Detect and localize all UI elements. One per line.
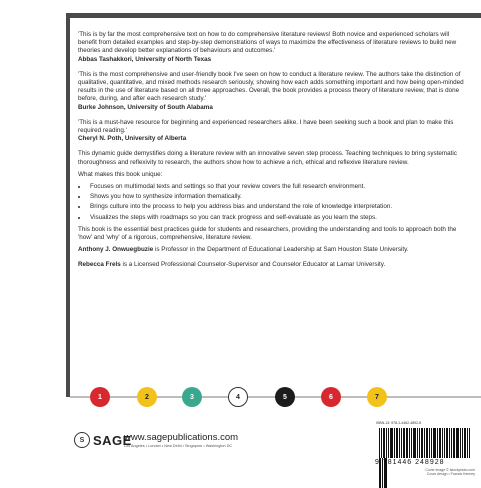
cover-credits bbox=[395, 468, 475, 476]
description-closing: This book is the essential best practices guide for students and researchers, providing the understanding and tools to approach both the 'how' and 'why' of a rigorous, comprehensive, literature review. bbox=[78, 225, 457, 242]
endorsement-1 bbox=[78, 31, 468, 64]
author-bios bbox=[78, 246, 468, 269]
endorsement-source: Abbas Tashakkori, University of North Texas bbox=[78, 55, 212, 63]
endorsement-3 bbox=[78, 119, 468, 144]
book-description bbox=[78, 150, 468, 242]
top-border-line bbox=[66, 13, 481, 18]
endorsement-source: Burke Johnson, University of South Alabama bbox=[78, 103, 213, 111]
sage-logo-icon: S bbox=[74, 432, 90, 448]
unique-heading: What makes this book unique: bbox=[78, 170, 163, 178]
feature-item: • Visualizes the steps with roadmaps so you can track progress and self-evaluate as you learn the steps. bbox=[88, 214, 468, 222]
isbn-number: 9 781446 248928 bbox=[375, 459, 445, 466]
cover-image-credit: Cover image © istockphoto.com bbox=[425, 468, 475, 472]
left-border-line bbox=[66, 13, 70, 397]
feature-item: • Focuses on multimodal texts and settings so that your review covers the full research environment. bbox=[88, 183, 468, 191]
endorsement-text: 'This is by far the most comprehensive text on how to do comprehensive literature reviews! Both novice and experienced scholars will benefit from detailed examples and step-by-step demonstrations of ways to maximize the effectiveness of literature reviews to build new theories and develop better explanations of behaviours and outcomes.' bbox=[78, 31, 457, 55]
author-name: Anthony J. Onwuegbuzie bbox=[78, 246, 154, 254]
back-cover-text bbox=[78, 31, 468, 277]
publisher-cities: Los Angeles • London • New Delhi • Singapore • Washington DC bbox=[124, 444, 233, 448]
step-dot-1: 1 bbox=[90, 387, 110, 407]
endorsement-2 bbox=[78, 71, 468, 112]
feature-item: • Brings culture into the process to help you address bias and understand the role of knowledge interpretation. bbox=[88, 203, 468, 211]
author-bio: is Professor in the Department of Educational Leadership at Sam Houston State University. bbox=[153, 246, 409, 254]
endorsement-text: 'This is the most comprehensive and user-friendly book I've seen on how to conduct a literature review. The authors take the distinction of qualitative, quantitative, and mixed methods research seriously, showing how each adds something important and how being open-minded results in the use of literature based on all three approaches. Overall, the book provides a process theory of literature review, that is done before, during, and after each research study.' bbox=[78, 70, 464, 103]
description-intro: This dynamic guide demystifies doing a literature review with an innovative seven step process. Teaching techniques to bring systematic thoroughness and reflexivity to research, the authors show how to achieve a rich, ethical and reflexive literature review. bbox=[78, 150, 457, 166]
feature-item: • Shows you how to synthesize information thematically. bbox=[88, 193, 468, 201]
isbn-label: ISBN-13: 978-1-4462-4892-8 bbox=[376, 421, 422, 425]
author-bio: is a Licensed Professional Counselor-Supervisor and Counselor Educator at Lamar University. bbox=[120, 261, 386, 269]
barcode-icon bbox=[379, 428, 473, 458]
step-dot-2: 2 bbox=[137, 387, 157, 407]
step-dot-6: 6 bbox=[321, 387, 341, 407]
publisher-website[interactable]: www.sagepublications.com bbox=[124, 432, 239, 443]
publisher-name: SAGE bbox=[93, 432, 132, 448]
step-dot-7: 7 bbox=[367, 387, 387, 407]
feature-list bbox=[78, 183, 468, 222]
author-name: Rebecca Frels bbox=[78, 261, 121, 269]
seven-step-dots bbox=[70, 387, 481, 409]
step-dot-5: 5 bbox=[275, 387, 295, 407]
endorsement-source: Cheryl N. Poth, University of Alberta bbox=[78, 135, 187, 143]
step-dot-4: 4 bbox=[228, 387, 248, 407]
endorsement-text: 'This is a must-have resource for beginning and experienced researchers alike. I have been seeking such a book and plan to make this required reading.' bbox=[78, 118, 454, 135]
cover-design-credit: Cover design • Francis Kenney bbox=[426, 472, 475, 476]
step-dot-3: 3 bbox=[182, 387, 202, 407]
